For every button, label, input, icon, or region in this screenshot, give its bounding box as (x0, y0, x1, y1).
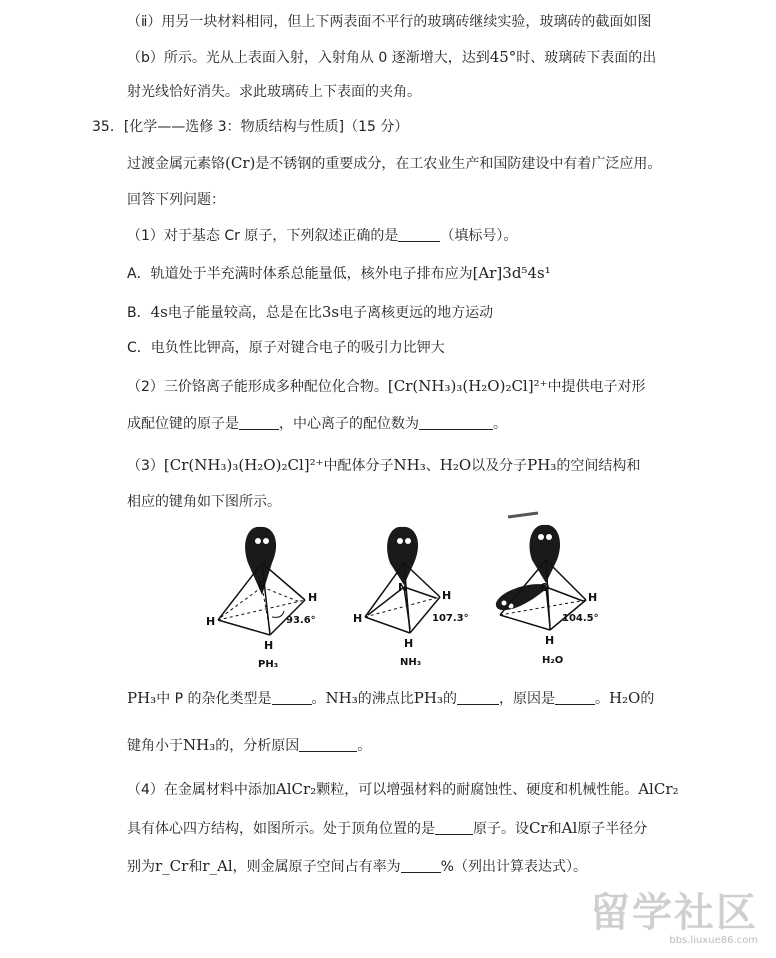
text: （4）在金属材料中添加 (127, 782, 276, 798)
text: B． (127, 305, 151, 321)
lone-pair-electron (397, 538, 403, 544)
question-35-heading (92, 117, 776, 137)
bond-angle: 104.5° (562, 613, 599, 624)
nh3-structure (353, 527, 469, 668)
part-3-questions (127, 688, 776, 709)
bond-angle: 107.3° (432, 613, 469, 624)
watermark-logo: 留学社区 (590, 890, 758, 936)
text: 具有体心四方结构，如图所示。处于顶角位置的是 (127, 821, 435, 837)
text: ，中心离子的配位数为 (279, 416, 419, 432)
question-title: [化学——选修 3：物质结构与性质]（15 分） (123, 119, 409, 135)
lone-pair-electron (263, 538, 269, 544)
text: 键角小于 (127, 738, 183, 754)
math: [Ar]3d⁵4s¹ (472, 264, 551, 282)
part-1 (127, 226, 776, 246)
complex-formula: [Cr(NH₃)₃(H₂O)₂Cl]²⁺ (387, 377, 548, 395)
answer-blank (555, 690, 595, 705)
atom-label: H (545, 634, 555, 647)
atom-label: H (353, 612, 363, 625)
text: 的 (640, 691, 655, 707)
option-c: C．电负性比钾高，原子对键合电子的吸引力比钾大 (127, 340, 445, 356)
text: ，则金属原子空间占有率为 (232, 859, 401, 875)
option-b (127, 302, 776, 323)
math: H₂O (608, 689, 641, 707)
text: （1）对于基态 Cr 原子，下列叙述正确的是 (127, 228, 399, 244)
text: 电子离核更远的地方运动 (339, 305, 494, 321)
watermark-url: bbs.liuxue86.com (669, 935, 758, 946)
intro-line (127, 153, 776, 174)
math: PH₃ (527, 456, 557, 474)
text: 时、玻璃砖下表面的出 (516, 50, 657, 66)
math: NH₃ (183, 736, 216, 754)
math: Cr (529, 819, 548, 837)
math: AlCr₂ (275, 780, 317, 798)
math: H₂O (439, 456, 472, 474)
text: 和 (188, 859, 203, 875)
text: 。 (493, 416, 507, 432)
part-4-cont-2 (127, 856, 776, 877)
math: r_Cr (155, 857, 189, 875)
text: 和 (547, 821, 562, 837)
math: Al (561, 819, 578, 837)
text: 中提供电子对形 (547, 379, 646, 395)
math: NH₃ (325, 689, 358, 707)
text: 原子半径分 (577, 821, 648, 837)
atom-label: H (264, 639, 274, 652)
math: PH₃ (127, 689, 157, 707)
lone-pair-lobe (496, 584, 546, 610)
molecule-label: H₂O (542, 655, 564, 666)
molecule-structures-figure (200, 505, 600, 675)
molecule-label: NH₃ (400, 657, 422, 668)
math: 3s (321, 303, 340, 321)
text: 过渡金属元素铬 (127, 156, 225, 172)
text: 是不锈钢的重要成分，在工农业生产和国防建设中有着广泛应用。 (255, 156, 662, 172)
atom-label: H (588, 591, 598, 604)
option-a (127, 263, 776, 284)
text: %（列出计算表达式）。 (440, 859, 587, 875)
text: 原子。设 (473, 821, 529, 837)
answer-blank (239, 415, 279, 430)
answer-blank (272, 690, 312, 705)
scan-artifact (508, 513, 538, 517)
part-2-cont (127, 414, 776, 434)
text: 的，分析原因 (215, 738, 300, 754)
text: 成配位键的原子是 (127, 416, 239, 432)
atom-label: H (308, 591, 318, 604)
math: AlCr₂ (638, 780, 679, 798)
h2o-structure (496, 513, 599, 666)
text: （b）所示。光从上表面入射，入射角从 0 逐渐增大，达到 (127, 50, 490, 66)
text-line-2 (127, 47, 776, 68)
answer-blank (299, 737, 357, 752)
text-line-1: （ⅱ）用另一块材料相同，但上下两表面不平行的玻璃砖继续实验，玻璃砖的截面如图 (127, 14, 652, 30)
atom-label: H (442, 589, 452, 602)
complex-formula: [Cr(NH₃)₃(H₂O)₂Cl]²⁺ (163, 456, 324, 474)
atom-label: P (258, 579, 267, 592)
text: 电子能量较高，总是在比 (167, 305, 322, 321)
lone-pair-electron (255, 538, 261, 544)
text: （填标号）。 (440, 228, 518, 244)
atom-label: H (404, 637, 414, 650)
text: 。 (311, 691, 326, 707)
lone-pair-electron (502, 601, 507, 606)
text: 、 (425, 458, 440, 474)
text: 的空间结构和 (556, 458, 641, 474)
molecule-label: PH₃ (258, 659, 279, 670)
answer-blank (457, 690, 499, 705)
answer-blank (398, 227, 440, 242)
math: PH₃ (413, 689, 443, 707)
part-3-questions-cont (127, 735, 776, 756)
text-line-3: 射光线恰好消失。求此玻璃砖上下表面的夹角。 (127, 84, 421, 100)
lone-pair-electron (405, 538, 411, 544)
atom-label: H (206, 615, 216, 628)
lone-pair-electron (538, 534, 544, 540)
text: 的 (442, 691, 457, 707)
text: 。 (357, 738, 372, 754)
text: 以及分子 (471, 458, 528, 474)
math: r_Al (202, 857, 233, 875)
text: 。 (594, 691, 609, 707)
text: 颗粒，可以增强材料的耐腐蚀性、硬度和机械性能。 (316, 782, 639, 798)
part-3 (127, 455, 776, 476)
part-3-cont: 相应的键角如下图所示。 (127, 494, 281, 510)
math: (Cr) (225, 154, 256, 172)
text: A．轨道处于半充满时体系总能量低，核外电子排布应为 (127, 266, 473, 282)
text: ，原因是 (498, 691, 555, 707)
question-number: 35． (92, 119, 124, 135)
math: 4s (150, 303, 168, 321)
answer-prompt: 回答下列问题： (127, 192, 225, 208)
text: 中 P 的杂化类型是 (156, 691, 272, 707)
ph3-structure (206, 527, 317, 670)
part-4 (127, 779, 776, 800)
watermark (590, 891, 758, 946)
atom-label: O (540, 581, 550, 594)
answer-blank (401, 858, 441, 873)
text: 的沸点比 (357, 691, 414, 707)
lone-pair-lobe (387, 527, 418, 585)
bond-angle: 93.6° (286, 615, 316, 626)
text: 中配体分子 (323, 458, 394, 474)
answer-blank (419, 415, 493, 430)
lone-pair-electron (546, 534, 552, 540)
answer-blank (435, 820, 473, 835)
part-4-cont (127, 818, 776, 839)
atom-label: N (398, 581, 408, 594)
part-2 (127, 376, 776, 397)
text: 别为 (127, 859, 155, 875)
math: NH₃ (393, 456, 426, 474)
text: （3） (127, 458, 164, 474)
text: （2）三价铬离子能形成多种配位化合物。 (127, 379, 388, 395)
math: 45° (489, 48, 517, 66)
